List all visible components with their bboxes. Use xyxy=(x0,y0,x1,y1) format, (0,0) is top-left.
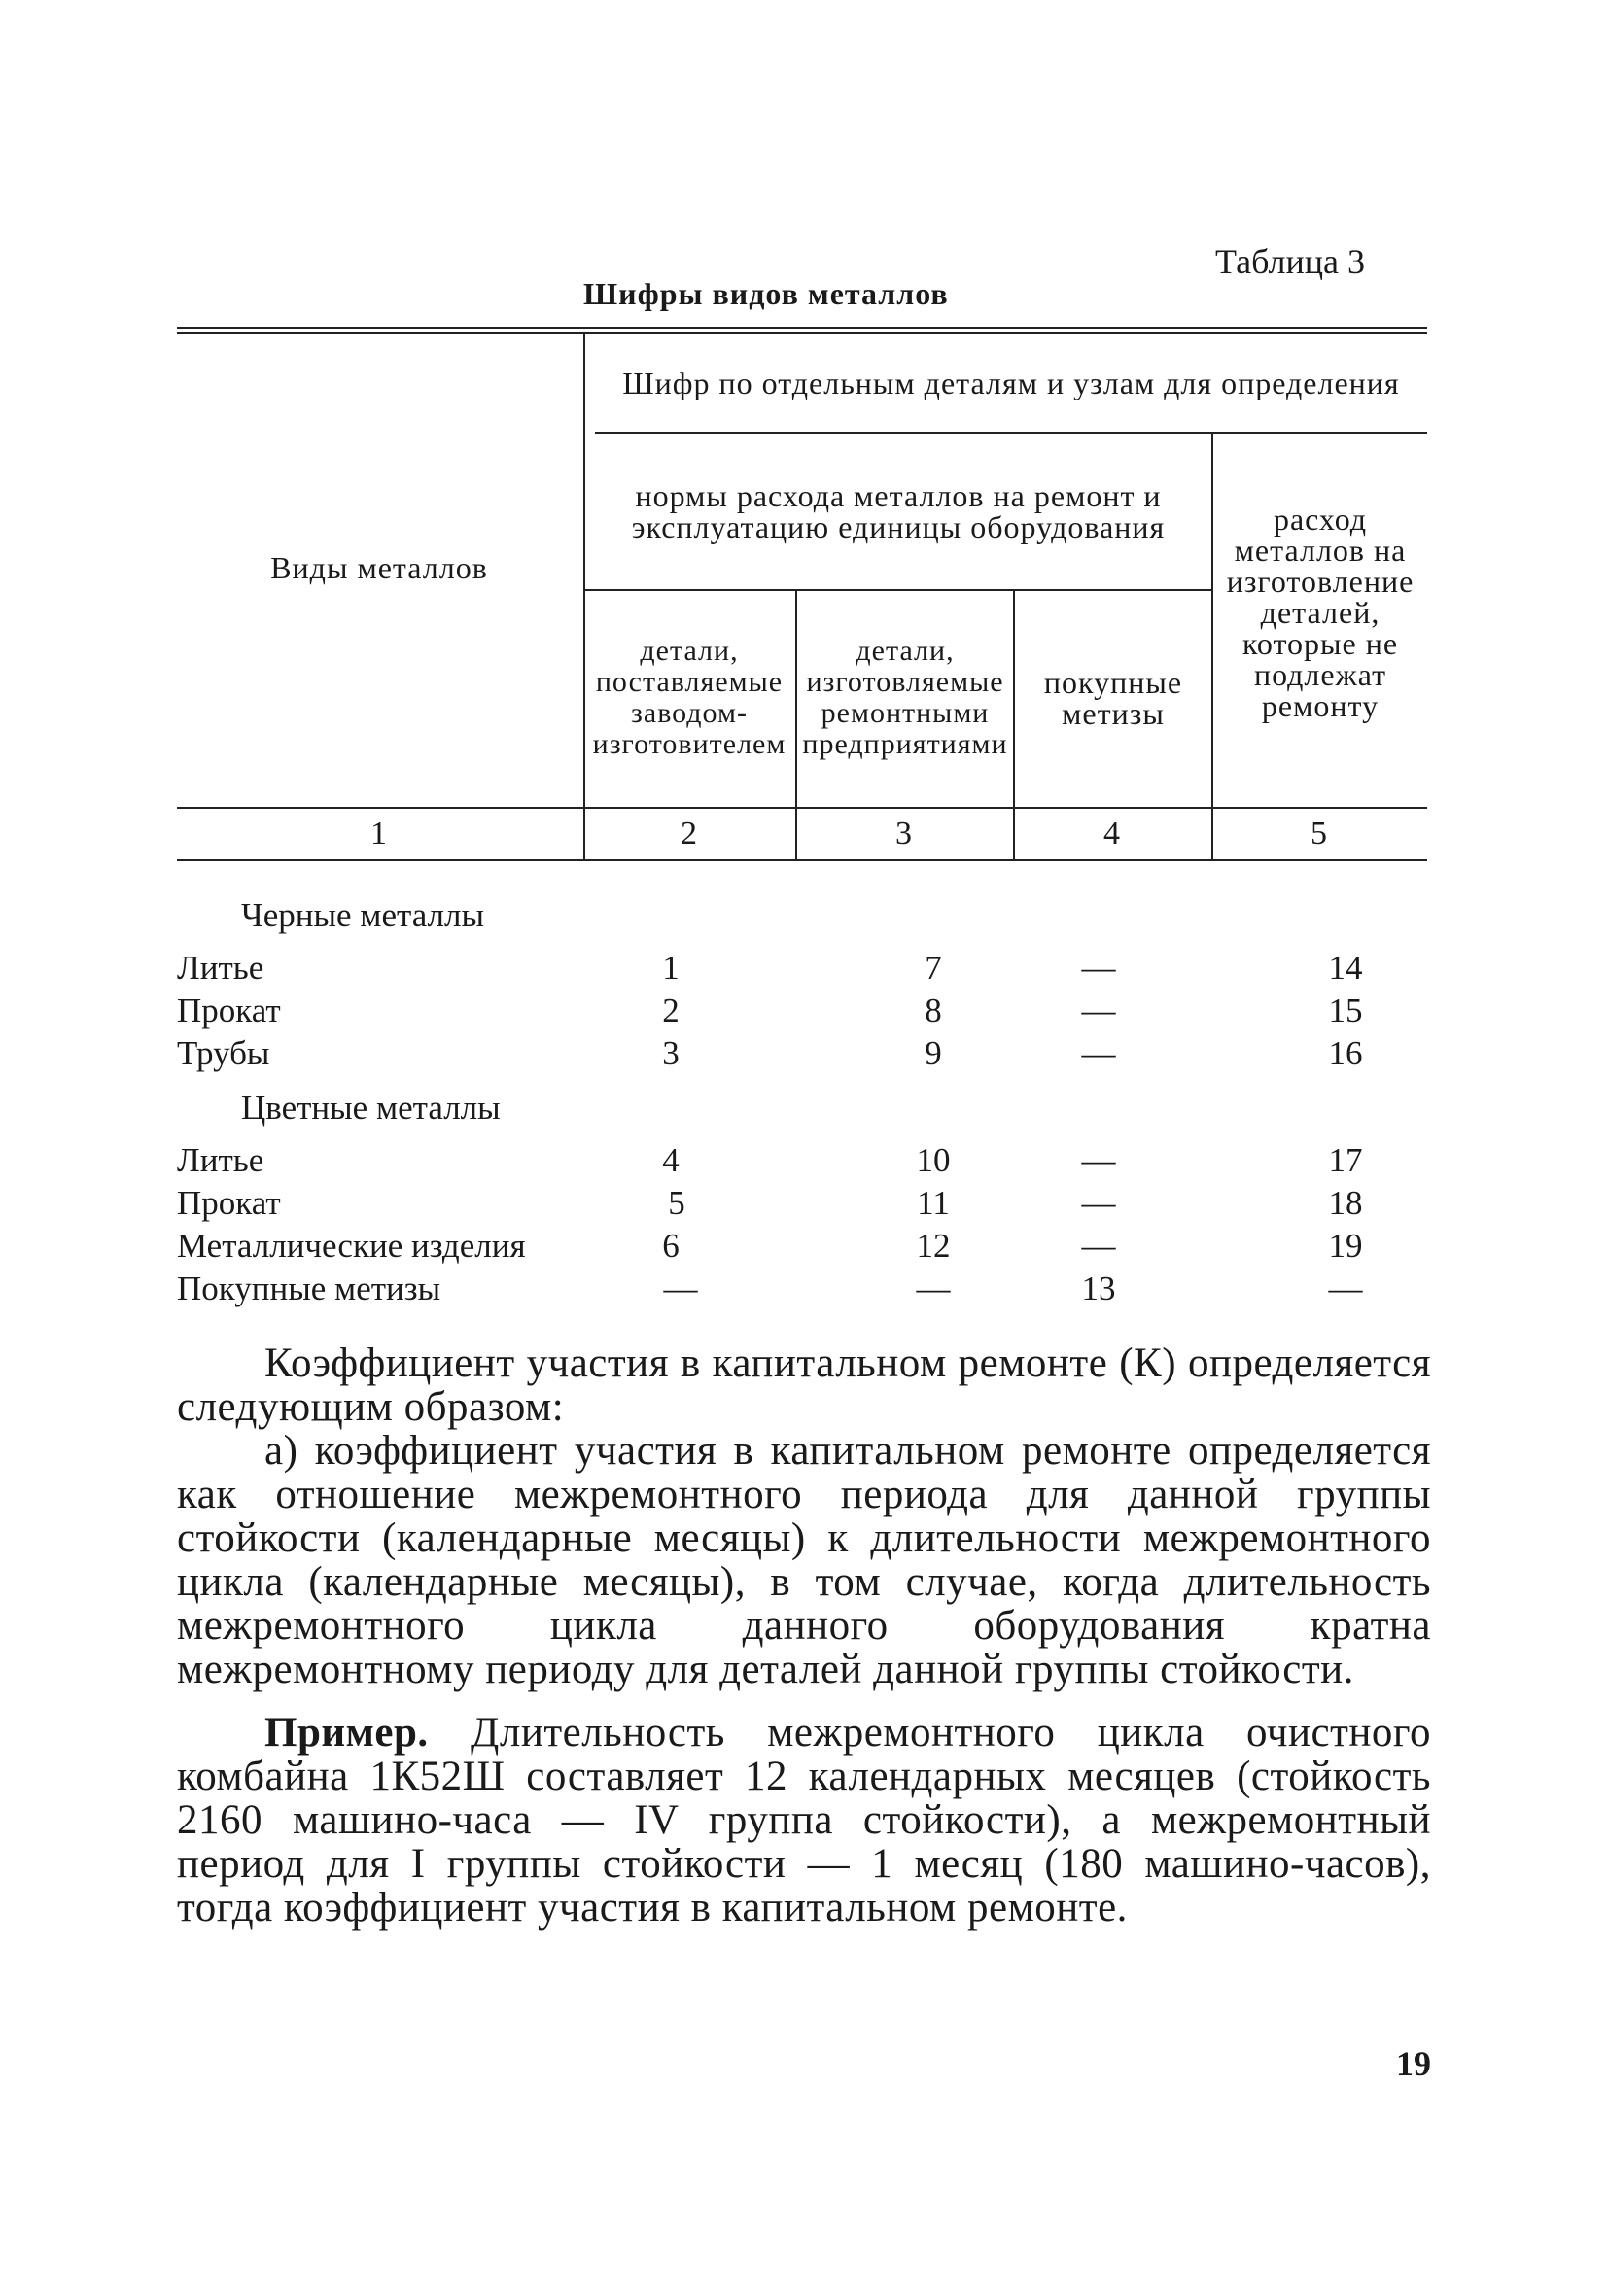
column-number-2: 2 xyxy=(681,816,698,852)
cell-col2: 1 xyxy=(662,949,680,987)
cell-col5: 15 xyxy=(1328,991,1363,1029)
row-name: Прокат xyxy=(177,991,281,1029)
cell-col2: 2 xyxy=(662,991,680,1029)
cell-col3: 10 xyxy=(916,1141,951,1179)
cell-col4: — xyxy=(1081,1141,1116,1179)
header-col3: детали, изготовляемые ремонтными предприятиями xyxy=(802,635,1008,760)
paragraph-example xyxy=(177,1711,1431,1930)
cell-col2: 4 xyxy=(662,1141,680,1179)
paragraph-item-a: а) коэффициент участия в капитальном ремонте определяется как отношение межремонтного периода для данной группы стойкости (календарные месяцы) к длительности межремонтного цикла (календарные месяцы), в том случае, когда длительность межремонтного цикла данного оборудования кратна межремонтному периоду для деталей данной группы стойкости. xyxy=(177,1428,1431,1692)
header-group-top: Шифр по отдельным деталям и узлам для определения xyxy=(622,365,1400,400)
cell-col5: 19 xyxy=(1328,1227,1363,1265)
cell-col2: 5 xyxy=(668,1184,685,1222)
example-text: Длительность межремонтного цикла очистного комбайна 1К52Ш составляет 12 календарных месяцев (стойкость 2160 машино-часа — IV группа стойкости), а межремонтный период для I группы стойкости — 1 месяц (180 машино-часов), тогда коэффициент участия в капитальном ремонте. xyxy=(177,1710,1431,1931)
cell-col3: 11 xyxy=(917,1184,950,1222)
row-name: Трубы xyxy=(177,1034,270,1072)
cell-col2: — xyxy=(663,1270,698,1307)
page-number: 19 xyxy=(1396,2044,1431,2083)
column-number-1: 1 xyxy=(370,816,388,852)
cell-col5: 17 xyxy=(1328,1141,1363,1179)
cell-col5: — xyxy=(1328,1270,1363,1307)
cell-col4: — xyxy=(1081,1227,1116,1265)
row-name: Прокат xyxy=(177,1184,281,1222)
cell-col4: 13 xyxy=(1081,1270,1116,1307)
cell-col5: 16 xyxy=(1328,1034,1363,1072)
row-name: Литье xyxy=(177,1141,264,1179)
row-name: Металлические изделия xyxy=(177,1227,526,1265)
cell-col4: — xyxy=(1081,1034,1116,1072)
cell-col3: — xyxy=(916,1270,951,1307)
paragraph-definition: Коэффициент участия в капитальном ремонте (К) определяется следующим образом: xyxy=(177,1340,1431,1430)
cell-col3: 9 xyxy=(925,1034,942,1072)
cell-col2: 3 xyxy=(662,1034,680,1072)
group-label-nonferrous: Цветные металлы xyxy=(241,1089,501,1127)
group-label-ferrous: Черные металлы xyxy=(241,896,485,934)
column-number-3: 3 xyxy=(895,816,913,852)
body-text xyxy=(177,1341,1431,1930)
column-number-4: 4 xyxy=(1103,816,1121,852)
header-col2: детали, поставляемые заводом-изготовителем xyxy=(592,635,787,760)
header-metal-types: Виды металлов xyxy=(270,550,488,585)
cell-col5: 14 xyxy=(1328,949,1363,987)
cell-col3: 7 xyxy=(925,949,942,987)
row-name: Литье xyxy=(177,949,264,987)
cell-col5: 18 xyxy=(1328,1184,1363,1222)
table-number-label: Таблица 3 xyxy=(1215,242,1365,281)
cell-col2: 6 xyxy=(662,1227,680,1265)
cell-col4: — xyxy=(1081,991,1116,1029)
cell-col3: 12 xyxy=(916,1227,951,1265)
header-col4: покупные метизы xyxy=(1043,665,1183,731)
table-title: Шифры видов металлов xyxy=(583,276,949,311)
column-number-5: 5 xyxy=(1311,816,1328,852)
row-name: Покупные метизы xyxy=(177,1270,441,1307)
header-group-norms: нормы расхода металлов на ремонт и эксплуатацию единицы оборудования xyxy=(631,478,1166,544)
cell-col4: — xyxy=(1081,1184,1116,1222)
cell-col4: — xyxy=(1081,949,1116,987)
header-col5: расход металлов на изготовление деталей, которые не подлежат ремонту xyxy=(1226,502,1415,723)
cell-col3: 8 xyxy=(925,991,942,1029)
example-lead: Пример. xyxy=(264,1710,429,1756)
